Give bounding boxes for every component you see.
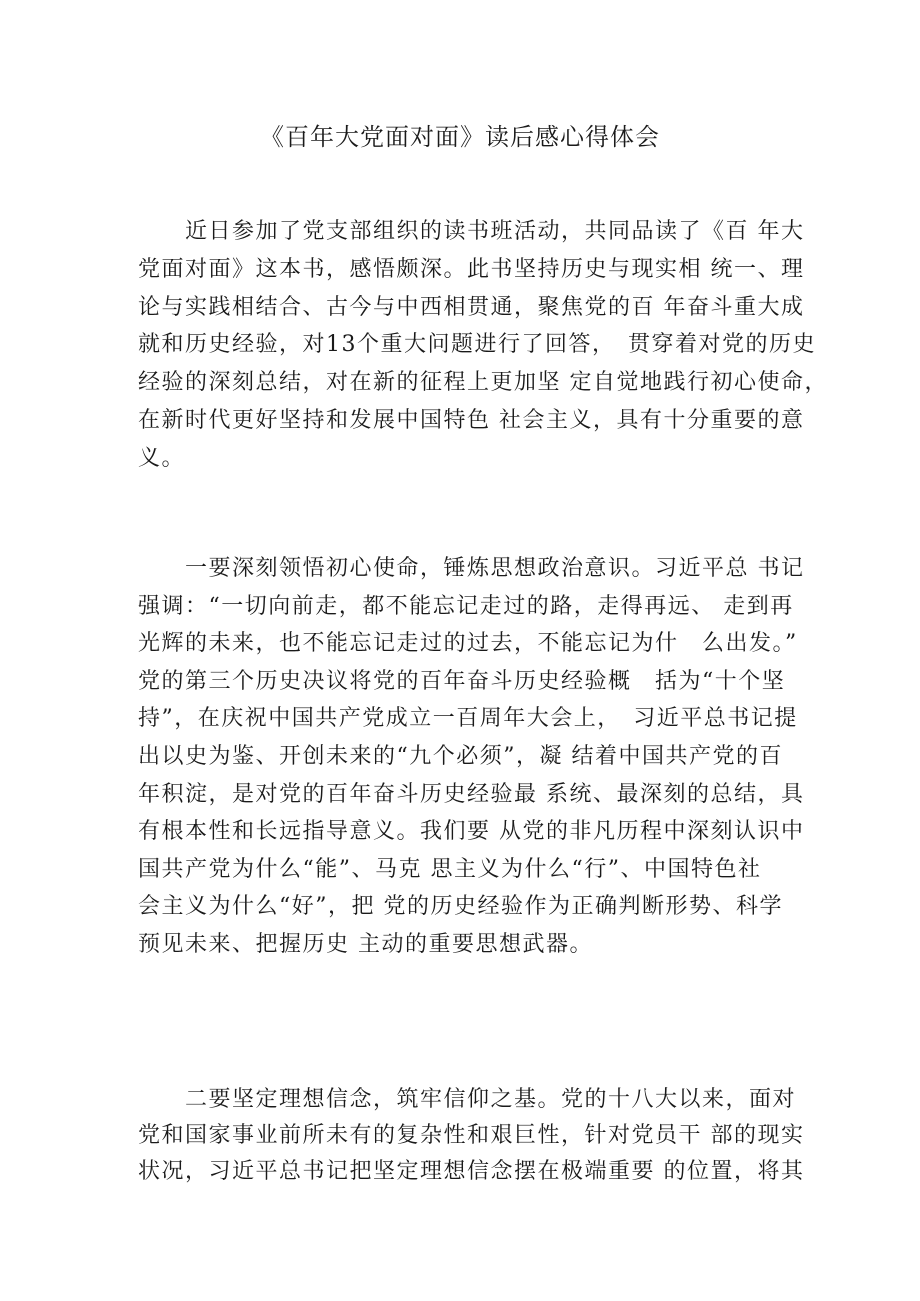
paragraph-line: 党和国家事业前所未有的复杂性和艰巨性，针对党员干 部的现实 <box>138 1123 805 1148</box>
paragraph-line: 在新时代更好坚持和发展中国特色 社会主义，具有十分重要的意 <box>138 407 805 433</box>
paragraph-line: 论与实践相结合、古今与中西相贯通，聚焦党的百 年奋斗重大成 <box>138 294 805 320</box>
paragraph-line: 义。 <box>138 445 186 471</box>
paragraph-intro <box>138 213 828 478</box>
paragraph-line: 近日参加了党支部组织的读书班活动，共同品读了《百 年大 <box>138 219 805 244</box>
paragraph-line: 出以史为鉴、开创未来的“九个必须”，凝 结着中国共产党的百 <box>138 743 783 769</box>
paragraph-line: 就和历史经验，对13个重大问题进行了回答， 贯穿着对党的历史 <box>138 332 816 358</box>
paragraph-line: 会主义为什么“好”，把 党的历史经验作为正确判断形势、科学 <box>138 894 783 920</box>
paragraph-line: 年积淀，是对党的百年奋斗历史经验最 系统、最深刻的总结，具 <box>138 781 805 807</box>
paragraph-line: 有根本性和长远指导意义。我们要 从党的非凡历程中深刻认识中 <box>138 819 805 845</box>
paragraph-line: 二要坚定理想信念，筑牢信仰之基。党的十八大以来，面对 <box>138 1087 797 1112</box>
paragraph-line: 状况，习近平总书记把坚定理想信念摆在极端重要 的位置，将其 <box>138 1159 805 1184</box>
paragraph-line: 光辉的未来，也不能忘记走过的过去，不能忘记为什 么出发。” <box>138 631 798 657</box>
paragraph-line: 持”，在庆祝中国共产党成立一百周年大会上， 习近平总书记提 <box>138 706 798 732</box>
document-title: 《百年大党面对面》读后感心得体会 <box>260 123 660 151</box>
paragraph-line: 一要深刻领悟初心使命，锤炼思想政治意识。习近平总 书记 <box>138 556 805 581</box>
paragraph-point-one <box>138 550 805 964</box>
paragraph-line: 强调：“一切向前走，都不能忘记走过的路，走得再远、 走到再 <box>138 593 794 619</box>
paragraph-line: 经验的深刻总结，对在新的征程上更加坚 定自觉地践行初心使命， <box>138 370 828 396</box>
paragraph-line: 预见未来、把握历史 主动的重要思想武器。 <box>138 931 593 957</box>
paragraph-point-two <box>138 1082 805 1190</box>
paragraph-line: 党面对面》这本书，感悟颇深。此书坚持历史与现实相 统一、理 <box>138 256 805 282</box>
paragraph-line: 国共产党为什么“能”、马克 思主义为什么“行”、中国特色社 <box>138 856 762 882</box>
paragraph-line: 党的第三个历史决议将党的百年奋斗历史经验概 括为“十个坚 <box>138 668 786 694</box>
